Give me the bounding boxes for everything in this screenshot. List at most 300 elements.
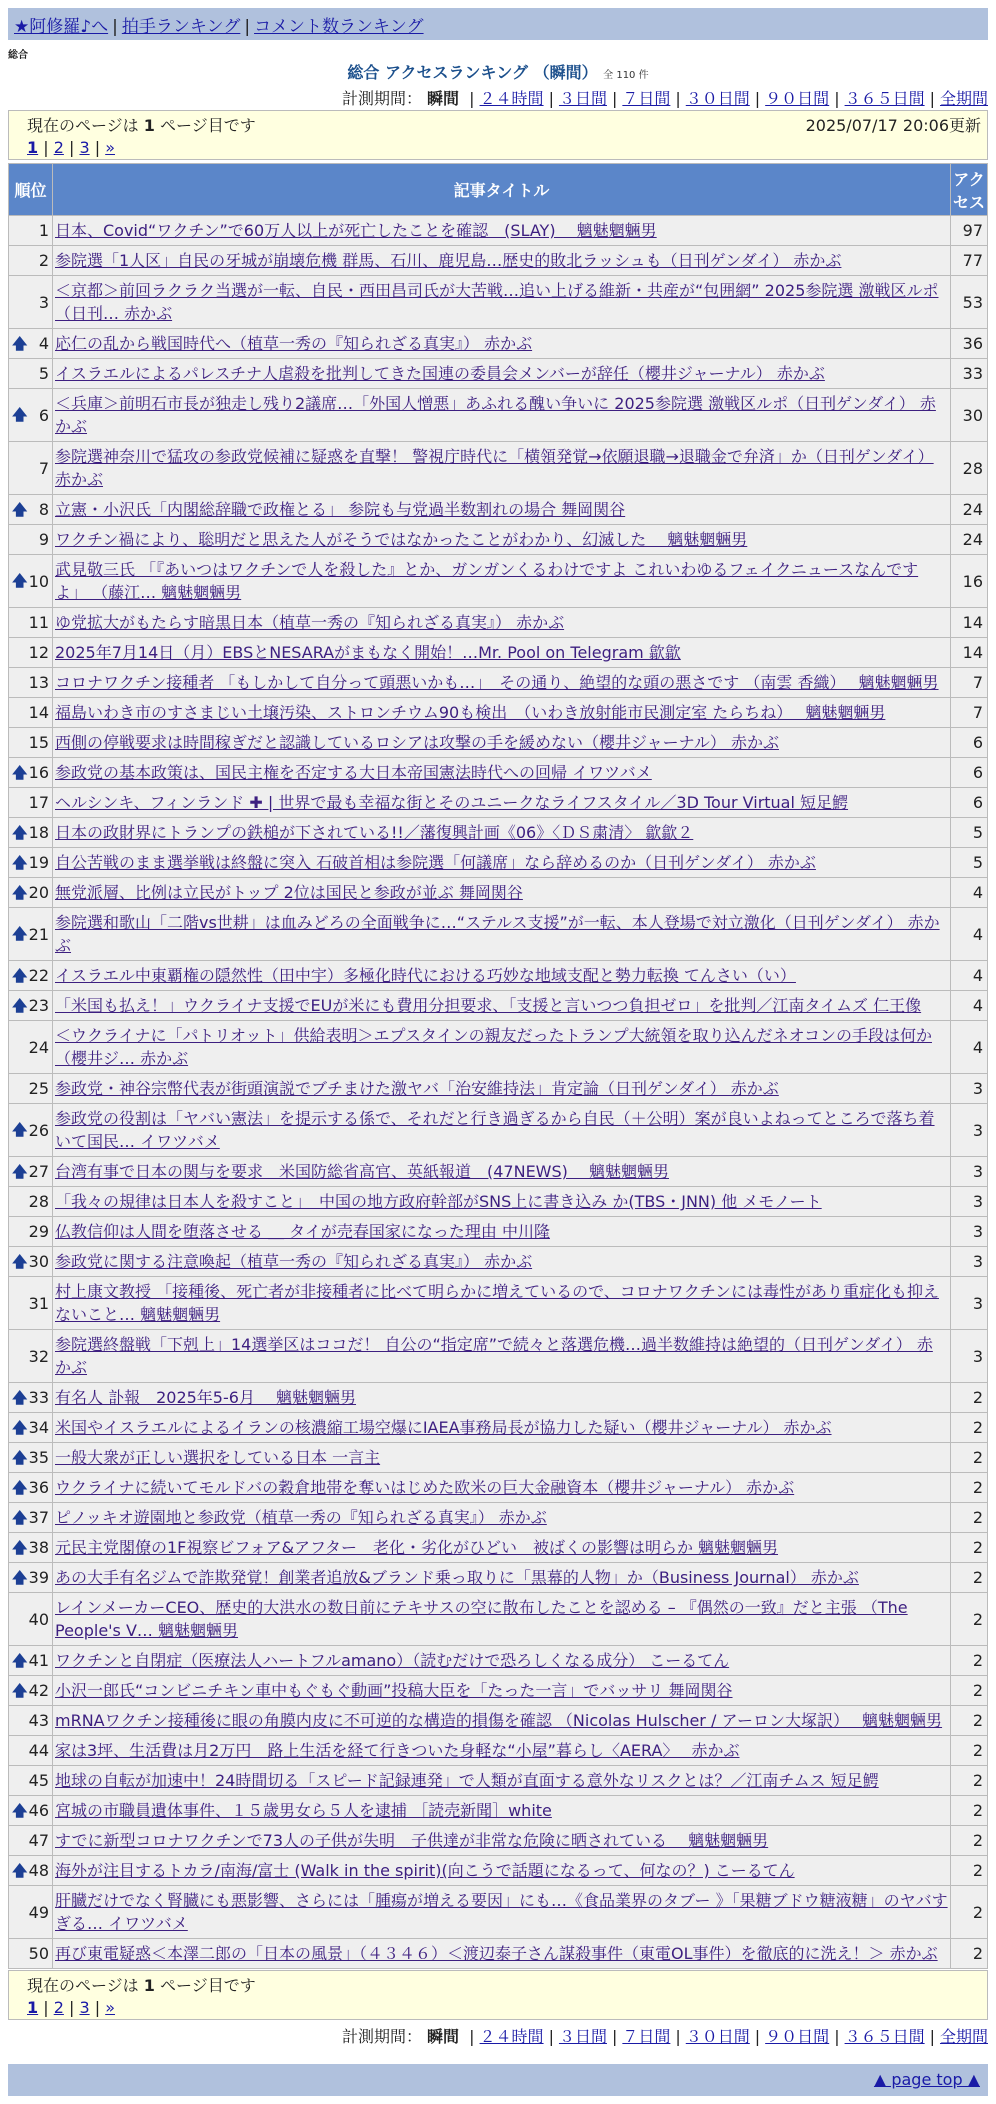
page-status-suffix: ページ目です [160, 116, 256, 135]
table-header-row [9, 164, 987, 215]
period-option-link[interactable]: ７日間 [622, 2027, 671, 2046]
rank-up-arrow-icon: 🡅 [12, 334, 28, 352]
period-option-link[interactable]: 全期間 [939, 2027, 988, 2046]
article-title-link[interactable]: 応仁の乱から戦国時代へ（植草一秀の『知られざる真実』） 赤かぶ [55, 334, 533, 353]
rank-number: 30 [28, 1252, 49, 1271]
article-title-link[interactable]: 小沢一郎氏“コンビニチキン車中もぐもぐ動画”投稿大臣を「たった一言」でバッサリ 舞岡関谷 [55, 1681, 733, 1700]
article-title-link[interactable]: ワクチン禍により、聡明だと思えた人がそうではなかったことがわかり、幻滅した 魑魅魍魎男 [55, 530, 748, 549]
ranking-table-body [9, 216, 987, 1968]
updated-timestamp: 2025/07/17 20:06更新 [805, 116, 981, 135]
rank-cell [9, 788, 52, 817]
title-cell [53, 1021, 950, 1073]
title-cell [53, 329, 950, 358]
access-count: 24 [951, 525, 987, 554]
rank-cell [9, 555, 52, 607]
period-option-link[interactable]: ２４時間 [479, 2027, 544, 2046]
period-option-link[interactable]: ３６５日間 [844, 89, 925, 108]
access-count: 14 [951, 608, 987, 637]
title-cell [53, 638, 950, 667]
page-link[interactable]: 2 [53, 138, 64, 157]
page-separator: | [63, 138, 80, 157]
page-link[interactable]: 3 [79, 138, 90, 157]
page-status-prefix: 現在のページは [27, 116, 139, 135]
page-link[interactable]: 2 [53, 1998, 64, 2017]
rank-up-arrow-icon: 🡅 [12, 823, 28, 841]
rank-cell [9, 1736, 52, 1765]
article-title-link[interactable]: ウクライナに続いてモルドバの穀倉地帯を奪いはじめた欧米の巨大金融資本（櫻井ジャーナル） 赤かぶ [55, 1478, 795, 1497]
access-count: 24 [951, 495, 987, 524]
table-row [9, 1443, 987, 1472]
article-title-link[interactable]: あの大手有名ジムで詐欺発覚！創業者追放&ブランド乗っ取りに「黒幕的人物」か（Business Journal） 赤かぶ [55, 1568, 859, 1587]
next-page-link[interactable]: » [105, 1998, 115, 2017]
rank-number: 17 [28, 793, 49, 812]
rank-number: 32 [28, 1346, 49, 1366]
rank-up-arrow-icon: 🡅 [12, 1448, 28, 1466]
title-cell [53, 389, 950, 441]
rank-number: 29 [28, 1222, 49, 1241]
rank-cell [9, 1443, 52, 1472]
table-row [9, 698, 987, 727]
page-separator: | [89, 1998, 106, 2017]
article-title-link[interactable]: ワクチンと自閉症（医療法人ハートフルamano）（読むだけで恐ろしくなる成分） こーるてん [55, 1651, 730, 1670]
article-title-link[interactable]: ＜兵庫＞前明石市長が独走し残り2議席…「外国人憎悪」あふれる醜い争いに 2025参院選 激戦区ルポ（日刊ゲンダイ） 赤かぶ [55, 394, 936, 436]
title-cell [53, 1563, 950, 1592]
article-title-link[interactable]: 村上康文教授 「接種後、死亡者が非接種者に比べて明らかに増えているので、コロナワクチンには毒性があり重症化も抑えないこと… 魑魅魍魎男 [55, 1282, 939, 1324]
header-access: アクセス [951, 164, 987, 215]
article-title-link[interactable]: イスラエル中東覇権の隠然性（田中宇）多極化時代における巧妙な地域支配と勢力転換 てんさい（い） [55, 966, 796, 985]
ranking-title-text: 総合 アクセスランキング （瞬間） [347, 63, 598, 82]
rank-cell [9, 1157, 52, 1186]
rank-number: 14 [28, 703, 49, 722]
access-count: 2 [951, 1796, 987, 1825]
header-title: 記事タイトル [53, 164, 950, 215]
access-count: 6 [951, 758, 987, 787]
article-title-link[interactable]: 参政党の役割は「ヤバい憲法」を提示する係で、それだと行き過ぎるから自民（＋公明）案が良いよねってところで落ち着いて国民… イワツバメ [55, 1109, 935, 1151]
access-count: 3 [951, 1277, 987, 1329]
table-row [9, 1533, 987, 1562]
rank-up-arrow-icon: 🡅 [12, 996, 28, 1014]
rank-cell [9, 728, 52, 757]
title-cell [53, 1277, 950, 1329]
title-cell [53, 1646, 950, 1675]
access-count: 2 [951, 1706, 987, 1735]
access-count: 53 [951, 276, 987, 328]
article-title-link[interactable]: ＜京都＞前回ラクラク当選が一転、自民・西田昌司氏が大苦戦…追い上げる維新・共産が“包囲網” 2025参院選 激戦区ルポ（日刊… 赤かぶ [55, 281, 939, 323]
access-count: 14 [951, 638, 987, 667]
period-separator: | [469, 89, 475, 108]
table-row [9, 1856, 987, 1885]
period-selector-top [342, 86, 988, 109]
article-title-link[interactable]: 「米国も払え！」ウクライナ支援でEUが米にも費用分担要求、「支援と言いつつ負担ゼロ」を批判／江南タイムズ 仁王像 [55, 996, 922, 1015]
rank-cell [9, 1104, 52, 1156]
page-link[interactable]: 1 [27, 1998, 39, 2017]
table-row [9, 1886, 987, 1938]
rank-up-arrow-icon: 🡅 [12, 883, 28, 901]
article-title-link[interactable]: 米国やイスラエルによるイランの核濃縮工場空爆にIAEA事務局長が協力した疑い（櫻井ジャーナル） 赤かぶ [55, 1418, 832, 1437]
rank-up-arrow-icon: 🡅 [12, 924, 28, 943]
access-count: 4 [951, 878, 987, 907]
article-title-link[interactable]: 「我々の規律は日本人を殺すこと」 中国の地方政府幹部がSNS上に書き込み か(TBS・JNN) 他 メモノート [55, 1192, 822, 1211]
article-title-link[interactable]: 肝臓だけでなく腎臓にも悪影響、さらには「腫瘍が増える要因」にも…《食品業界のタブー 》「果糖ブドウ糖液糖」のヤバすぎる… イワツバメ [55, 1891, 948, 1933]
article-title-link[interactable]: 家は3坪、生活費は月2万円 路上生活を経て行きついた身軽な“小屋”暮らし〈AERA〉 赤かぶ [55, 1741, 740, 1760]
next-page-link[interactable]: » [105, 138, 115, 157]
period-separator: | [834, 89, 840, 108]
article-title-link[interactable]: 参院選神奈川で猛攻の参政党候補に疑惑を直撃！ 警視庁時代に「横領発覚→依願退職→退職金で弁済」か（日刊ゲンダイ） 赤かぶ [55, 447, 934, 489]
title-cell [53, 495, 950, 524]
title-cell [53, 1939, 950, 1968]
rank-number: 26 [28, 1120, 49, 1140]
bottom-bar [8, 2064, 988, 2096]
period-option-link[interactable]: ９０日間 [765, 2027, 830, 2046]
access-count: 3 [951, 1217, 987, 1246]
article-title-link[interactable]: 立憲・小沢氏「内閣総辞職で政権とる」 参院も与党過半数割れの場合 舞岡関谷 [55, 500, 626, 519]
article-title-link[interactable]: 参政党・神谷宗幣代表が街頭演説でブチまけた激ヤバ「治安維持法」肯定論（日刊ゲンダイ） 赤かぶ [55, 1079, 779, 1098]
table-row [9, 1503, 987, 1532]
article-title-link[interactable]: 参院選「1人区」自民の牙城が崩壊危機 群馬、石川、鹿児島…歴史的敗北ラッシュも（日刊ゲンダイ） 赤かぶ [55, 251, 842, 270]
rank-cell [9, 1277, 52, 1329]
title-cell [53, 216, 950, 245]
rank-number: 3 [38, 292, 49, 312]
title-cell [53, 1473, 950, 1502]
home-link[interactable]: ★阿修羅♪へ [14, 17, 109, 37]
access-count: 2 [951, 1736, 987, 1765]
title-cell [53, 555, 950, 607]
rank-cell [9, 1796, 52, 1825]
article-title-link[interactable]: mRNAワクチン接種後に眼の角膜内皮に不可逆的な構造的損傷を確認 （Nicolas Hulscher / アーロン大塚訳） 魑魅魍魎男 [55, 1711, 943, 1730]
table-row [9, 1706, 987, 1735]
rank-up-arrow-icon: 🡅 [12, 853, 28, 871]
rank-up-arrow-icon: 🡅 [12, 1508, 28, 1526]
page-separator: | [38, 138, 54, 157]
rank-number: 28 [28, 1192, 49, 1211]
rank-up-arrow-icon: 🡅 [12, 1568, 28, 1586]
article-title-link[interactable]: 参政党の基本政策は、国民主権を否定する大日本帝国憲法時代への回帰 イワツバメ [55, 763, 652, 782]
rank-number: 43 [28, 1711, 49, 1730]
comment-ranking-link[interactable]: コメント数ランキング [254, 17, 424, 37]
title-cell [53, 1736, 950, 1765]
rank-cell [9, 758, 52, 787]
article-title-link[interactable]: レインメーカーCEO、歴史的大洪水の数日前にテキサスの空に散布したことを認める – 『偶然の一致』だと主張 （The People's V… 魑魅魍魎男 [55, 1598, 908, 1640]
article-title-link[interactable]: イスラエルによるパレスチナ人虐殺を批判してきた国連の委員会メンバーが辞任（櫻井ジャーナル） 赤かぶ [55, 364, 825, 383]
article-title-link[interactable]: 自公苦戦のまま選挙戦は終盤に突入 石破首相は参院選「何議席」なら辞めるのか（日刊ゲンダイ） 赤かぶ [55, 853, 816, 872]
title-cell [53, 525, 950, 554]
page-status-suffix: ページ目です [160, 1976, 256, 1995]
rank-number: 15 [28, 733, 49, 752]
access-count: 7 [951, 668, 987, 697]
header-rank: 順位 [9, 164, 52, 215]
rank-up-arrow-icon: 🡅 [12, 500, 28, 518]
article-title-link[interactable]: 有名人 訃報 2025年5-6月 魑魅魍魎男 [55, 1388, 357, 1407]
title-cell [53, 758, 950, 787]
rank-number: 50 [28, 1944, 49, 1963]
rank-number: 22 [28, 966, 49, 985]
article-title-link[interactable]: 宮城の市職員遺体事件、１５歳男女ら５人を逮捕 ［読売新聞］white [55, 1801, 552, 1820]
access-count: 4 [951, 908, 987, 960]
table-row [9, 1247, 987, 1276]
rank-cell [9, 961, 52, 990]
title-cell [53, 1074, 950, 1103]
page-links [27, 1998, 969, 2017]
rank-cell [9, 668, 52, 697]
period-separator: | [611, 2027, 618, 2046]
access-count: 2 [951, 1766, 987, 1795]
table-row [9, 1187, 987, 1216]
access-count: 6 [951, 788, 987, 817]
page-link[interactable]: 1 [27, 138, 39, 157]
table-row [9, 1676, 987, 1705]
page-separator: | [89, 138, 106, 157]
period-option-link[interactable]: ３６５日間 [844, 2027, 925, 2046]
table-row [9, 878, 987, 907]
period-option-link[interactable]: ２４時間 [479, 89, 544, 108]
period-option-link[interactable]: ３日間 [558, 2027, 607, 2046]
page-top-link[interactable]: ▲ page top ▲ [873, 2070, 980, 2089]
article-title-link[interactable]: 海外が注目するトカラ/南海/富士 (Walk in the spirit)(向こうで話題になるって、何なの？) こーるてん [55, 1861, 795, 1880]
rank-number: 47 [28, 1831, 49, 1850]
title-cell [53, 276, 950, 328]
table-row [9, 991, 987, 1020]
period-current: 瞬間 [427, 89, 460, 108]
title-cell [53, 668, 950, 697]
period-separator: | [548, 2027, 554, 2046]
pager-bottom [8, 1970, 988, 2020]
article-title-link[interactable]: 再び東電疑惑＜本澤二郎の「日本の風景」（４３４６）＜渡辺泰子さん謀殺事件（東電OL事件）を徹底的に洗え！＞ 赤かぶ [55, 1944, 938, 1963]
article-title-link[interactable]: コロナワクチン接種者 「もしかして自分って頭悪いかも…」 その通り、絶望的な頭の悪さです （南雲 香織） 魑魅魍魎男 [55, 673, 939, 692]
rank-cell [9, 442, 52, 494]
page-links [27, 138, 969, 157]
access-count: 5 [951, 848, 987, 877]
rank-up-arrow-icon: 🡅 [12, 1861, 28, 1879]
nav-separator: | [112, 17, 118, 37]
period-option-link[interactable]: ９０日間 [765, 89, 830, 108]
access-count: 3 [951, 1247, 987, 1276]
table-row [9, 216, 987, 245]
rank-up-arrow-icon: 🡅 [12, 763, 28, 781]
rank-number: 10 [28, 571, 49, 591]
article-title-link[interactable]: 日本、Covid“ワクチン”で60万人以上が死亡したことを確認 (SLAY) 魑魅魍魎男 [55, 221, 657, 240]
title-cell [53, 1330, 950, 1382]
rank-cell [9, 1766, 52, 1795]
table-row [9, 1074, 987, 1103]
rank-cell [9, 1021, 52, 1073]
rank-number: 42 [28, 1681, 49, 1700]
access-count: 7 [951, 698, 987, 727]
access-count: 2 [951, 1593, 987, 1645]
article-title-link[interactable]: ＜ウクライナに「パトリオット」供給表明＞エプスタインの親友だったトランプ大統領を取り込んだネオコンの手段は何か（櫻井ジ… 赤かぶ [55, 1026, 932, 1068]
article-title-link[interactable]: 参政党に関する注意喚起（植草一秀の『知られざる真実』） 赤かぶ [55, 1252, 533, 1271]
page-status-current: 1 [143, 1976, 155, 1995]
rank-number: 34 [28, 1418, 49, 1437]
period-option-link[interactable]: ３０日間 [685, 2027, 750, 2046]
title-cell [53, 1247, 950, 1276]
period-option-link[interactable]: ３日間 [558, 89, 607, 108]
article-title-link[interactable]: 地球の自転が加速中！24時間切る「スピード記録連発」で人類が直面する意外なリスクとは？／江南チムス 短足鰐 [55, 1771, 879, 1790]
rank-number: 19 [28, 853, 49, 872]
access-count: 3 [951, 1187, 987, 1216]
period-label: 計測期間： [341, 2027, 422, 2046]
access-count: 2 [951, 1443, 987, 1472]
table-row [9, 1939, 987, 1968]
page-separator: | [63, 1998, 80, 2017]
rank-cell [9, 1217, 52, 1246]
title-cell [53, 359, 950, 388]
title-cell [53, 1593, 950, 1645]
table-row [9, 728, 987, 757]
rank-cell [9, 818, 52, 847]
rank-number: 4 [38, 334, 49, 353]
access-count: 2 [951, 1856, 987, 1885]
rank-cell [9, 1074, 52, 1103]
article-title-link[interactable]: 仏教信仰は人間を堕落させる ＿ タイが売春国家になった理由 中川隆 [55, 1222, 550, 1241]
rank-number: 46 [28, 1801, 49, 1820]
article-title-link[interactable]: ゆ党拡大がもたらす暗黒日本（植草一秀の『知られざる真実』） 赤かぶ [55, 613, 565, 632]
article-title-link[interactable]: 参院選和歌山「二階vs世耕」は血みどろの全面戦争に…“ステルス支援”が一転、本人登場で対立激化（日刊ゲンダイ） 赤かぶ [55, 913, 940, 955]
access-count: 2 [951, 1646, 987, 1675]
rank-cell [9, 991, 52, 1020]
rank-cell [9, 1856, 52, 1885]
rank-number: 23 [28, 996, 49, 1015]
rank-cell [9, 1676, 52, 1705]
rank-number: 35 [28, 1448, 49, 1467]
rank-number: 49 [28, 1902, 49, 1922]
rank-cell [9, 1826, 52, 1855]
table-row [9, 359, 987, 388]
applause-ranking-link[interactable]: 拍手ランキング [121, 17, 241, 37]
rank-number: 36 [28, 1478, 49, 1497]
article-title-link[interactable]: 福島いわき市のすさまじい土壌汚染、ストロンチウム90も検出 （いわき放射能市民測定室 たらちね） 魑魅魍魎男 [55, 703, 886, 722]
title-cell [53, 1157, 950, 1186]
access-count: 3 [951, 1330, 987, 1382]
rank-number: 20 [28, 883, 49, 902]
rank-cell [9, 1593, 52, 1645]
access-count: 2 [951, 1939, 987, 1968]
table-row [9, 276, 987, 328]
title-cell [53, 698, 950, 727]
rank-up-arrow-icon: 🡅 [12, 1538, 28, 1556]
table-row [9, 1157, 987, 1186]
title-cell [53, 1533, 950, 1562]
article-title-link[interactable]: 西側の停戦要求は時間稼ぎだと認識しているロシアは攻撃の手を緩めない（櫻井ジャーナル） 赤かぶ [55, 733, 779, 752]
rank-number: 18 [28, 823, 49, 842]
rank-cell [9, 1706, 52, 1735]
rank-number: 5 [38, 364, 49, 383]
title-cell [53, 991, 950, 1020]
period-selector-bottom [342, 2024, 988, 2047]
article-title-link[interactable]: 一般大衆が正しい選択をしている日本 一言主 [55, 1448, 381, 1467]
access-count: 4 [951, 991, 987, 1020]
table-row [9, 1277, 987, 1329]
rank-number: 41 [28, 1651, 49, 1670]
page-separator: | [38, 1998, 54, 2017]
table-row [9, 1796, 987, 1825]
rank-cell [9, 1886, 52, 1938]
title-cell [53, 442, 950, 494]
page-status [27, 1973, 969, 1996]
rank-number: 48 [28, 1861, 49, 1880]
access-count: 2 [951, 1533, 987, 1562]
access-count: 2 [951, 1503, 987, 1532]
article-title-link[interactable]: ピノッキオ遊園地と参政党（植草一秀の『知られざる真実』） 赤かぶ [55, 1508, 547, 1527]
article-title-link[interactable]: 元民主党閣僚の1F視察ビフォア&アフター 老化・劣化がひどい 被ばくの影響は明らか 魑魅魍魎男 [55, 1538, 779, 1557]
table-row [9, 1646, 987, 1675]
rank-number: 11 [28, 613, 49, 632]
rank-cell [9, 1563, 52, 1592]
rank-number: 8 [38, 500, 49, 519]
period-separator: | [929, 89, 935, 108]
rank-cell [9, 276, 52, 328]
article-title-link[interactable]: 参院選終盤戦「下剋上」14選挙区はココだ！ 自公の“指定席”で続々と落選危機…過半数維持は絶望的（日刊ゲンダイ） 赤かぶ [55, 1335, 933, 1377]
title-cell [53, 908, 950, 960]
title-cell [53, 608, 950, 637]
table-row [9, 758, 987, 787]
period-option-link[interactable]: ３０日間 [685, 89, 750, 108]
article-title-link[interactable]: 無党派層、比例は立民がトップ 2位は国民と参政が並ぶ 舞岡関谷 [55, 883, 523, 902]
rank-up-arrow-icon: 🡅 [12, 1801, 28, 1819]
article-title-link[interactable]: 日本の政財界にトランプの鉄槌が下されている!!／藩復興計画《06》〈ＤＳ粛清〉 歙歙２ [55, 823, 694, 842]
table-row [9, 329, 987, 358]
rank-cell [9, 1533, 52, 1562]
rank-cell [9, 495, 52, 524]
table-row [9, 1563, 987, 1592]
ranking-title [0, 60, 996, 83]
access-count: 2 [951, 1676, 987, 1705]
title-cell [53, 1886, 950, 1938]
page-status-current: 1 [143, 116, 155, 135]
access-count: 4 [951, 1021, 987, 1073]
rank-cell [9, 608, 52, 637]
rank-cell [9, 1473, 52, 1502]
period-separator: | [675, 89, 681, 108]
period-separator: | [611, 89, 618, 108]
page-link[interactable]: 3 [79, 1998, 90, 2017]
period-option-link[interactable]: 全期間 [939, 89, 988, 108]
rank-number: 38 [28, 1538, 49, 1557]
rank-cell [9, 878, 52, 907]
table-row [9, 555, 987, 607]
table-row [9, 788, 987, 817]
rank-number: 45 [28, 1771, 49, 1790]
table-row [9, 818, 987, 847]
table-row [9, 246, 987, 275]
table-row [9, 638, 987, 667]
access-count: 4 [951, 961, 987, 990]
table-row [9, 908, 987, 960]
rank-up-arrow-icon: 🡅 [12, 1388, 28, 1406]
access-count: 5 [951, 818, 987, 847]
article-title-link[interactable]: すでに新型コロナワクチンで73人の子供が失明 子供達が非常な危険に晒されている 魑魅魍魎男 [55, 1831, 769, 1850]
period-separator: | [834, 2027, 840, 2046]
rank-cell [9, 638, 52, 667]
article-title-link[interactable]: ヘルシンキ、フィンランド ✚ | 世界で最も幸福な街とそのユニークなライフスタイル／3D Tour Virtual 短足鰐 [55, 793, 849, 812]
article-title-link[interactable]: 2025年7月14日（月）EBSとNESARAがまもなく開始！…Mr. Pool on Telegram 歙歙 [55, 643, 681, 662]
ranking-total-count: 全 110 件 [603, 70, 649, 81]
table-row [9, 1413, 987, 1442]
table-row [9, 442, 987, 494]
rank-cell [9, 525, 52, 554]
table-row [9, 1473, 987, 1502]
access-count: 3 [951, 1104, 987, 1156]
rank-up-arrow-icon: 🡅 [12, 966, 28, 984]
title-cell [53, 246, 950, 275]
article-title-link[interactable]: 台湾有事で日本の関与を要求 米国防総省高官、英紙報道 (47NEWS) 魑魅魍魎男 [55, 1162, 669, 1181]
period-separator: | [548, 89, 554, 108]
article-title-link[interactable]: 武見敬三氏 「『あいつはワクチンで人を殺した』とか、ガンガンくるわけですよ これいわゆるフェイクニュースなんですよ」 （藤江… 魑魅魍魎男 [55, 560, 919, 602]
table-row [9, 608, 987, 637]
rank-cell [9, 1939, 52, 1968]
rank-cell [9, 1187, 52, 1216]
period-option-link[interactable]: ７日間 [622, 89, 671, 108]
pager-top [8, 110, 988, 160]
